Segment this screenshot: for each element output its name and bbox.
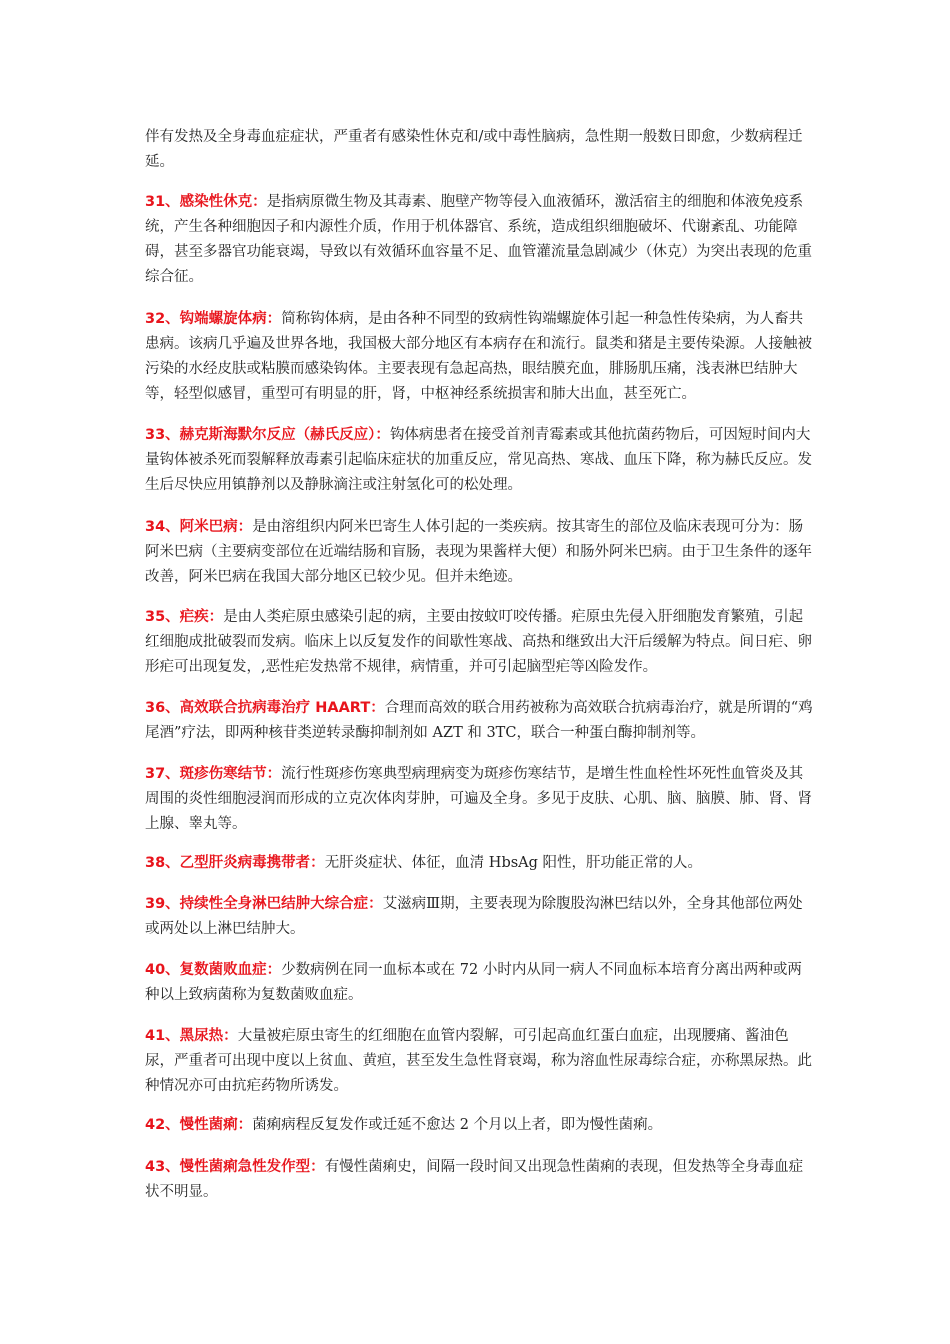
glossary-entry-32 <box>145 307 815 407</box>
entry-definition: 是由人类疟原虫感染引起的病，主要由按蚊叮咬传播。疟原虫先侵入肝细胞发育繁殖，引起红细胞成批破裂而发病。临床上以反复发作的间歇性寒战、高热和继致出大汗后缓解为特点。间日疟、卵形疟可出现复发，,恶性疟发热常不规律，病情重，并可引起脑型疟等凶险发作。 <box>145 609 812 675</box>
entry-term: 42、慢性菌痢： <box>145 1117 253 1133</box>
entry-term: 35、疟疾： <box>145 609 224 625</box>
entry-definition: 是由溶组织内阿米巴寄生人体引起的一类疾病。按其寄生的部位及临床表现可分为：肠阿米巴病（主要病变部位在近端结肠和盲肠，表现为果酱样大便）和肠外阿米巴病。由于卫生条件的逐年改善，阿米巴病在我国大部分地区已较少见。但并未绝迹。 <box>145 519 812 585</box>
glossary-entry-31 <box>145 190 815 290</box>
entry-definition: 无肝炎症状、体征，血清 HbsAg 阳性，肝功能正常的人。 <box>324 855 703 871</box>
entry-definition: 艾滋病Ⅲ期，主要表现为除腹股沟淋巴结以外，全身其他部位两处或两处以上淋巴结肿大。 <box>145 896 803 937</box>
entry-term: 34、阿米巴病： <box>145 519 253 535</box>
glossary-entry-34 <box>145 515 815 590</box>
entry-term: 36、高效联合抗病毒治疗 HAART： <box>145 700 385 716</box>
glossary-entry-35 <box>145 605 815 680</box>
entry-definition: 少数病例在同一血标本或在 72 小时内从同一病人不同血标本培育分离出两种或两种以上致病菌称为复数菌败血症。 <box>145 962 802 1003</box>
glossary-entry-41 <box>145 1024 815 1099</box>
entry-definition: 钩体病患者在接受首剂青霉素或其他抗菌药物后，可因短时间内大量钩体被杀死而裂解释放毒素引起临床症状的加重反应，常见高热、寒战、血压下降，称为赫氏反应。发生后尽快应用镇静剂以及静脉滴注或注射氢化可的松处理。 <box>145 427 812 493</box>
entry-term: 41、黑尿热： <box>145 1028 238 1044</box>
entry-definition: 有慢性菌痢史，间隔一段时间又出现急性菌痢的表现，但发热等全身毒血症状不明显。 <box>145 1159 804 1200</box>
entry-term: 31、感染性休克： <box>145 194 267 210</box>
glossary-entry-37 <box>145 762 815 837</box>
glossary-entry-42 <box>145 1113 815 1138</box>
glossary-entry-36 <box>145 696 815 746</box>
entry-term: 39、持续性全身淋巴结肿大综合症： <box>145 896 383 912</box>
glossary-entry-33 <box>145 423 815 498</box>
entry-definition: 流行性斑疹伤寒典型病理病变为斑疹伤寒结节，是增生性血栓性坏死性血管炎及其周围的炎性细胞浸润而形成的立克次体肉芽肿，可遍及全身。多见于皮肤、心肌、脑、脑膜、肺、肾、肾上腺、睾丸等。 <box>145 766 812 832</box>
glossary-entry-40 <box>145 958 815 1008</box>
entry-term: 33、赫克斯海默尔反应（赫氏反应）： <box>145 427 390 443</box>
entry-definition: 大量被疟原虫寄生的红细胞在血管内裂解，可引起高血红蛋白血症，出现腰痛、酱油色尿，严重者可出现中度以上贫血、黄疸，甚至发生急性肾衰竭，称为溶血性尿毒综合症，亦称黑尿热。此种情况亦可由抗疟药物所诱发。 <box>145 1028 812 1094</box>
glossary-entry-39 <box>145 892 815 942</box>
entry-term: 43、慢性菌痢急性发作型： <box>145 1159 325 1175</box>
entry-term: 38、乙型肝炎病毒携带者： <box>145 855 325 871</box>
entry-definition: 菌痢病程反复发作或迁延不愈达 2 个月以上者，即为慢性菌痢。 <box>252 1117 663 1133</box>
glossary-entry-38 <box>145 851 815 876</box>
entry-term: 40、复数菌败血症： <box>145 962 282 978</box>
entry-definition: 简称钩体病，是由各种不同型的致病性钩端螺旋体引起一种急性传染病，为人畜共患病。该病几乎遍及世界各地，我国极大部分地区有本病存在和流行。鼠类和猪是主要传染源。人接触被污染的水经皮肤或粘膜而感染钩体。主要表现有急起高热，眼结膜充血，腓肠肌压痛，浅表淋巴结肿大等，轻型似感冒，重型可有明显的肝，肾，中枢神经系统损害和肺大出血，甚至死亡。 <box>145 311 812 402</box>
entry-term: 37、斑疹伤寒结节： <box>145 766 282 782</box>
entry-definition: 是指病原微生物及其毒素、胞壁产物等侵入血液循环，激活宿主的细胞和体液免疫系统，产生各种细胞因子和内源性介质，作用于机体器官、系统，造成组织细胞破坏、代谢紊乱、功能障碍，甚至多器官功能衰竭，导致以有效循环血容量不足、血管灌流量急剧减少（休克）为突出表现的危重综合征。 <box>145 194 812 285</box>
glossary-entry-43 <box>145 1155 815 1205</box>
entry-term: 32、钩端螺旋体病： <box>145 311 282 327</box>
entry-definition: 合理而高效的联合用药被称为高效联合抗病毒治疗，就是所谓的“鸡尾酒”疗法，即两种核苷类逆转录酶抑制剂如 AZT 和 3TC，联合一种蛋白酶抑制剂等。 <box>145 700 813 741</box>
continuation-paragraph: 伴有发热及全身毒血症症状，严重者有感染性休克和/或中毒性脑病，急性期一般数日即愈，少数病程迁延。 <box>145 129 803 170</box>
